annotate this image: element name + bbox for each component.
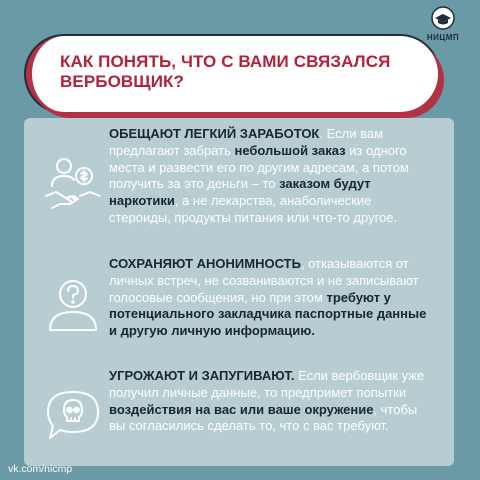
- anonymous-person-icon: [44, 276, 102, 334]
- text-block-threats: [109, 368, 427, 435]
- body-text: Если вербовщик уже получил личные данные, то предпримет попытки: [109, 368, 425, 400]
- body-text: , а не лекарства, анаболические стероиды, продукты питания или что-то другое.: [109, 193, 398, 225]
- block-1-text: [109, 126, 409, 225]
- title-banner: [26, 36, 438, 112]
- body-text: , чтобы вы согласились сделать то, что с вас требуют.: [109, 401, 418, 434]
- content-card: [24, 118, 454, 466]
- body-text: из одного места и развести его по другим адресам, а потом получить за это деньги – то: [109, 142, 409, 192]
- highlighted-text: воздействия на вас или ваше окружение: [109, 401, 374, 417]
- block-2-text: [109, 256, 426, 338]
- logo-text: НИЦМП: [426, 33, 460, 42]
- handshake-money-icon: [44, 152, 102, 212]
- text-block-anonymity: [109, 256, 427, 340]
- body-text: , отказываются от личных встреч, не созваниваются и не записывают голосовые сообщения, но при этом: [109, 256, 419, 305]
- graduation-cap-pin-icon: [430, 6, 456, 32]
- body-text: . Если вам предлагают забрать: [109, 126, 384, 158]
- footer-link[interactable]: vk.com/nicmp: [8, 463, 73, 475]
- highlighted-text: требуют у потенциального закладчика паспортные данные и другую личную информацию.: [109, 289, 427, 339]
- page-title: КАК ПОНЯТЬ, ЧТО С ВАМИ СВЯЗАЛСЯ ВЕРБОВЩИК?: [60, 52, 391, 91]
- skull-speech-bubble-icon: [44, 388, 102, 444]
- text-block-easy-money: [109, 126, 427, 227]
- highlighted-text: заказом будут наркотики: [109, 176, 371, 209]
- logo: [420, 6, 466, 42]
- highlighted-text: СОХРАНЯЮТ АНОНИМНОСТЬ: [109, 256, 301, 271]
- highlighted-text: небольшой заказ: [234, 142, 346, 158]
- highlighted-text: УГРОЖАЮТ И ЗАПУГИВАЮТ.: [109, 368, 295, 383]
- highlighted-text: ОБЕЩАЮТ ЛЕГКИЙ ЗАРАБОТОК: [109, 126, 320, 141]
- block-3-text: [109, 368, 424, 433]
